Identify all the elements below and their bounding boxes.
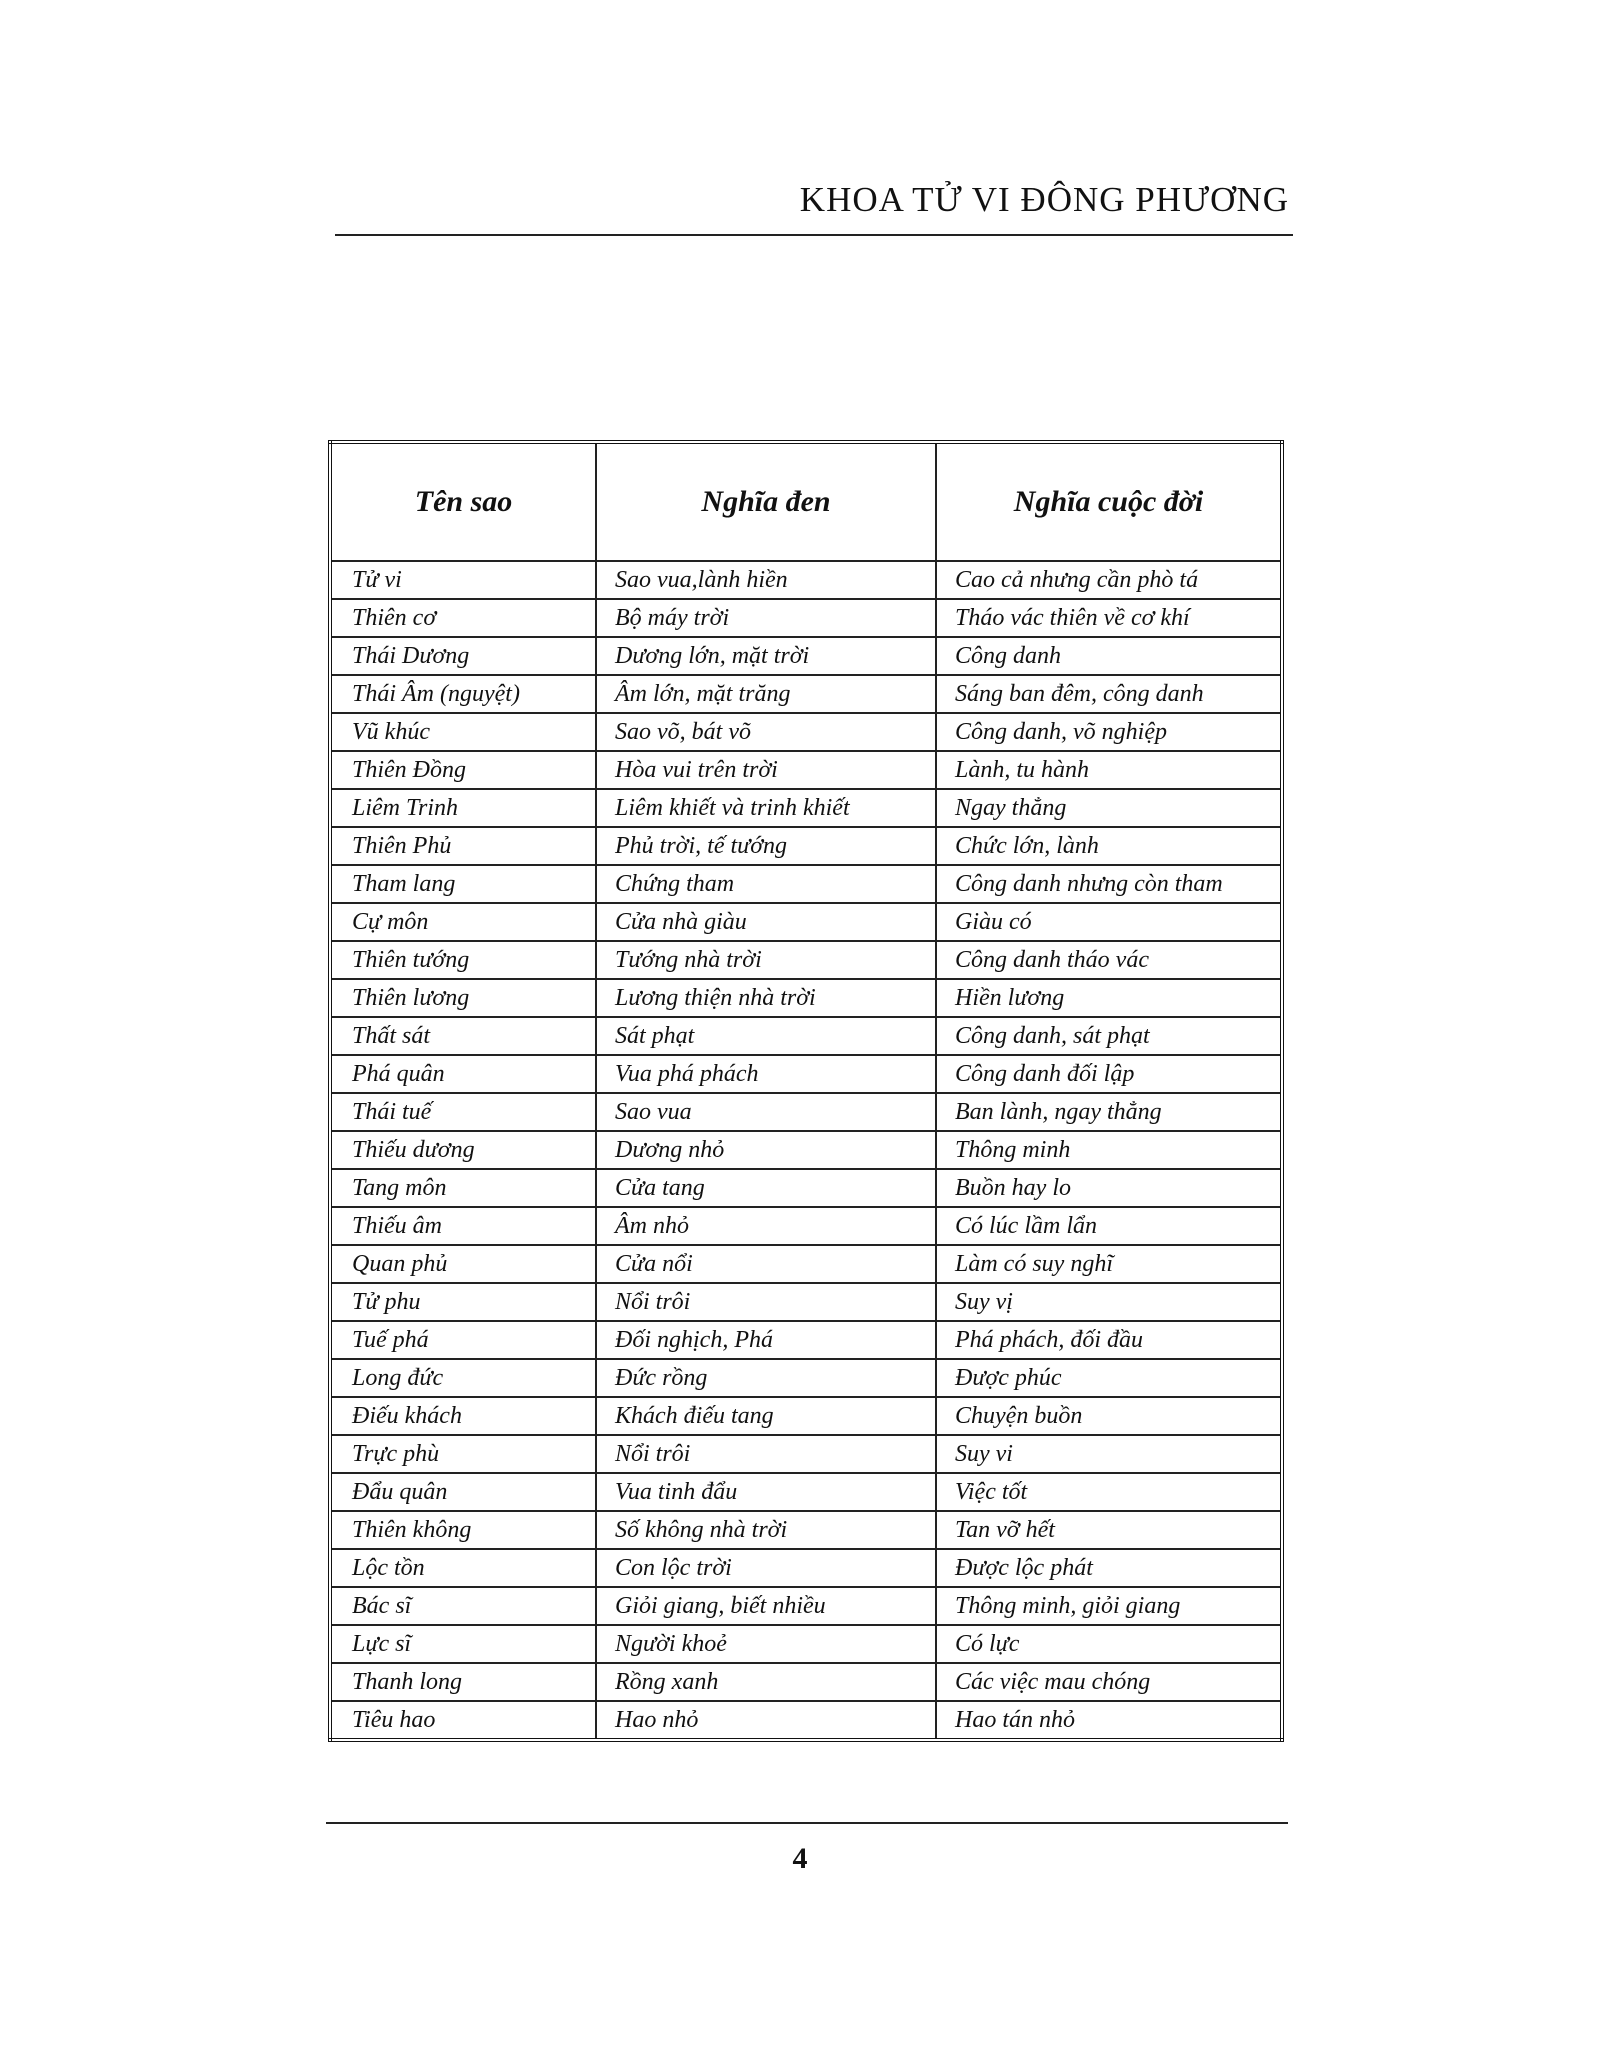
life-meaning-cell: Công danh, sát phạt: [936, 1017, 1282, 1055]
column-header-life-meaning: Nghĩa cuộc đời: [936, 442, 1282, 561]
life-meaning-cell: Hao tán nhỏ: [936, 1701, 1282, 1740]
table-row: [330, 789, 1282, 827]
literal-meaning-cell: Cửa nổi: [596, 1245, 936, 1283]
table-row: [330, 827, 1282, 865]
table-row: [330, 675, 1282, 713]
life-meaning-cell: Làm có suy nghĩ: [936, 1245, 1282, 1283]
table-row: [330, 1625, 1282, 1663]
star-name-cell: Thiên lương: [330, 979, 596, 1017]
table-row: [330, 637, 1282, 675]
literal-meaning-cell: Khách điếu tang: [596, 1397, 936, 1435]
table-row: [330, 1017, 1282, 1055]
life-meaning-cell: Giàu có: [936, 903, 1282, 941]
star-name-cell: Thái tuế: [330, 1093, 596, 1131]
star-name-cell: Tang môn: [330, 1169, 596, 1207]
literal-meaning-cell: Rồng xanh: [596, 1663, 936, 1701]
life-meaning-cell: Công danh, võ nghiệp: [936, 713, 1282, 751]
star-name-cell: Tử phu: [330, 1283, 596, 1321]
table-row: [330, 1511, 1282, 1549]
literal-meaning-cell: Âm nhỏ: [596, 1207, 936, 1245]
table-row: [330, 599, 1282, 637]
star-name-cell: Tham lang: [330, 865, 596, 903]
star-name-cell: Tử vi: [330, 561, 596, 599]
star-name-cell: Bác sĩ: [330, 1587, 596, 1625]
star-name-cell: Thiên cơ: [330, 599, 596, 637]
life-meaning-cell: Thông minh, giỏi giang: [936, 1587, 1282, 1625]
life-meaning-cell: Công danh đối lập: [936, 1055, 1282, 1093]
literal-meaning-cell: Âm lớn, mặt trăng: [596, 675, 936, 713]
table-row: [330, 903, 1282, 941]
literal-meaning-cell: Đức rồng: [596, 1359, 936, 1397]
star-name-cell: Lực sĩ: [330, 1625, 596, 1663]
literal-meaning-cell: Nổi trôi: [596, 1283, 936, 1321]
life-meaning-cell: Các việc mau chóng: [936, 1663, 1282, 1701]
literal-meaning-cell: Hòa vui trên trời: [596, 751, 936, 789]
column-header-literal-meaning: Nghĩa đen: [596, 442, 936, 561]
table-row: [330, 865, 1282, 903]
table-row: [330, 1435, 1282, 1473]
literal-meaning-cell: Đối nghịch, Phá: [596, 1321, 936, 1359]
table-header-row: [330, 442, 1282, 561]
table-row: [330, 941, 1282, 979]
table-body: [330, 561, 1282, 1740]
life-meaning-cell: Chức lớn, lành: [936, 827, 1282, 865]
star-name-cell: Thái Dương: [330, 637, 596, 675]
star-name-cell: Thiếu dương: [330, 1131, 596, 1169]
star-name-cell: Thất sát: [330, 1017, 596, 1055]
life-meaning-cell: Ban lành, ngay thẳng: [936, 1093, 1282, 1131]
table-row: [330, 979, 1282, 1017]
star-name-cell: Thái Âm (nguyệt): [330, 675, 596, 713]
star-name-cell: Vũ khúc: [330, 713, 596, 751]
footer-rule: [326, 1822, 1288, 1824]
star-name-cell: Trực phù: [330, 1435, 596, 1473]
literal-meaning-cell: Cửa tang: [596, 1169, 936, 1207]
literal-meaning-cell: Cửa nhà giàu: [596, 903, 936, 941]
life-meaning-cell: Được phúc: [936, 1359, 1282, 1397]
life-meaning-cell: Tan vỡ hết: [936, 1511, 1282, 1549]
literal-meaning-cell: Liêm khiết và trinh khiết: [596, 789, 936, 827]
table-row: [330, 1549, 1282, 1587]
life-meaning-cell: Công danh tháo vác: [936, 941, 1282, 979]
book-title: KHOA TỬ VI ĐÔNG PHƯƠNG: [799, 180, 1289, 219]
literal-meaning-cell: Con lộc trời: [596, 1549, 936, 1587]
table-row: [330, 1245, 1282, 1283]
table-row: [330, 1701, 1282, 1740]
life-meaning-cell: Công danh: [936, 637, 1282, 675]
table-row: [330, 1207, 1282, 1245]
star-name-cell: Tuế phá: [330, 1321, 596, 1359]
star-meaning-table: [328, 440, 1284, 1742]
life-meaning-cell: Tháo vác thiên về cơ khí: [936, 599, 1282, 637]
literal-meaning-cell: Phủ trời, tế tướng: [596, 827, 936, 865]
literal-meaning-cell: Sát phạt: [596, 1017, 936, 1055]
star-name-cell: Thiên tướng: [330, 941, 596, 979]
star-name-cell: Thiên không: [330, 1511, 596, 1549]
table-row: [330, 1359, 1282, 1397]
literal-meaning-cell: Người khoẻ: [596, 1625, 936, 1663]
page-header: [335, 176, 1293, 236]
life-meaning-cell: Có lực: [936, 1625, 1282, 1663]
literal-meaning-cell: Dương nhỏ: [596, 1131, 936, 1169]
star-name-cell: Liêm Trinh: [330, 789, 596, 827]
table-row: [330, 1093, 1282, 1131]
table-row: [330, 561, 1282, 599]
life-meaning-cell: Có lúc lầm lẩn: [936, 1207, 1282, 1245]
literal-meaning-cell: Hao nhỏ: [596, 1701, 936, 1740]
star-name-cell: Phá quân: [330, 1055, 596, 1093]
life-meaning-cell: Buồn hay lo: [936, 1169, 1282, 1207]
life-meaning-cell: Hiền lương: [936, 979, 1282, 1017]
literal-meaning-cell: Chứng tham: [596, 865, 936, 903]
table-row: [330, 1663, 1282, 1701]
literal-meaning-cell: Lương thiện nhà trời: [596, 979, 936, 1017]
life-meaning-cell: Sáng ban đêm, công danh: [936, 675, 1282, 713]
page-number: 4: [792, 1842, 808, 1875]
star-name-cell: Quan phủ: [330, 1245, 596, 1283]
star-name-cell: Đẩu quân: [330, 1473, 596, 1511]
life-meaning-cell: Lành, tu hành: [936, 751, 1282, 789]
table-row: [330, 1169, 1282, 1207]
literal-meaning-cell: Nổi trôi: [596, 1435, 936, 1473]
star-name-cell: Thiên Phủ: [330, 827, 596, 865]
literal-meaning-cell: Bộ máy trời: [596, 599, 936, 637]
life-meaning-cell: Ngay thẳng: [936, 789, 1282, 827]
life-meaning-cell: Phá phách, đối đầu: [936, 1321, 1282, 1359]
literal-meaning-cell: Dương lớn, mặt trời: [596, 637, 936, 675]
life-meaning-cell: Suy vi: [936, 1435, 1282, 1473]
literal-meaning-cell: Sao vua,lành hiền: [596, 561, 936, 599]
literal-meaning-cell: Vua phá phách: [596, 1055, 936, 1093]
life-meaning-cell: Cao cả nhưng cần phò tá: [936, 561, 1282, 599]
table-row: [330, 1131, 1282, 1169]
literal-meaning-cell: Sao vua: [596, 1093, 936, 1131]
star-name-cell: Thiên Đồng: [330, 751, 596, 789]
star-name-cell: Cự môn: [330, 903, 596, 941]
literal-meaning-cell: Sao võ, bát võ: [596, 713, 936, 751]
table-row: [330, 713, 1282, 751]
literal-meaning-cell: Tướng nhà trời: [596, 941, 936, 979]
table-row: [330, 1055, 1282, 1093]
table-row: [330, 1397, 1282, 1435]
table-row: [330, 1321, 1282, 1359]
star-name-cell: Điếu khách: [330, 1397, 596, 1435]
star-name-cell: Thanh long: [330, 1663, 596, 1701]
life-meaning-cell: Chuyện buồn: [936, 1397, 1282, 1435]
life-meaning-cell: Công danh nhưng còn tham: [936, 865, 1282, 903]
table-row: [330, 751, 1282, 789]
table-row: [330, 1283, 1282, 1321]
life-meaning-cell: Thông minh: [936, 1131, 1282, 1169]
life-meaning-cell: Suy vị: [936, 1283, 1282, 1321]
star-name-cell: Long đức: [330, 1359, 596, 1397]
life-meaning-cell: Được lộc phát: [936, 1549, 1282, 1587]
table-row: [330, 1473, 1282, 1511]
star-name-cell: Tiêu hao: [330, 1701, 596, 1740]
literal-meaning-cell: Giỏi giang, biết nhiều: [596, 1587, 936, 1625]
literal-meaning-cell: Số không nhà trời: [596, 1511, 936, 1549]
star-name-cell: Thiếu âm: [330, 1207, 596, 1245]
table-row: [330, 1587, 1282, 1625]
column-header-star-name: Tên sao: [330, 442, 596, 561]
life-meaning-cell: Việc tốt: [936, 1473, 1282, 1511]
star-name-cell: Lộc tồn: [330, 1549, 596, 1587]
literal-meaning-cell: Vua tinh đẩu: [596, 1473, 936, 1511]
